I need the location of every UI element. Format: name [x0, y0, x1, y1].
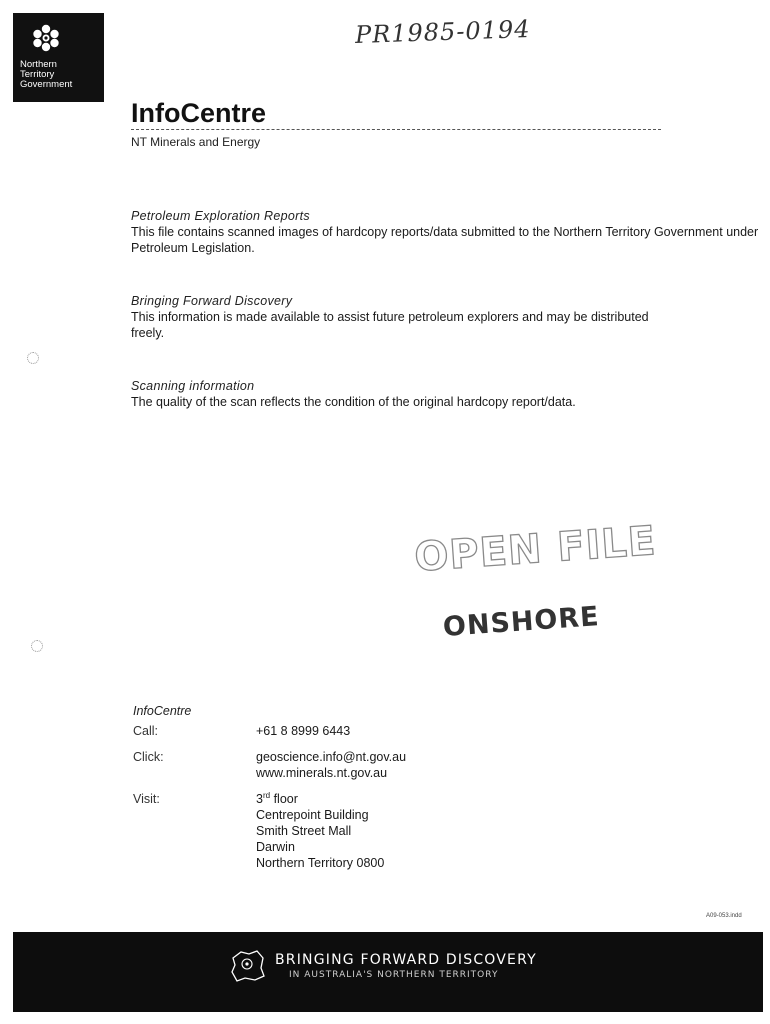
address-line: Centrepoint Building: [256, 808, 369, 822]
section-petroleum-reports: [131, 209, 761, 256]
title-divider: [131, 129, 661, 130]
section-body: The quality of the scan reflects the condition of the original hardcopy report/data.: [131, 395, 576, 409]
address-line: Darwin: [256, 840, 295, 854]
address-floor: [256, 791, 533, 807]
click-label: Click:: [133, 750, 164, 764]
section-bringing-forward: [131, 294, 761, 341]
floor-word: floor: [273, 792, 298, 806]
section-body: This file contains scanned images of hardcopy reports/data submitted to the Northern Territory Government under Petroleum Legislation.: [131, 225, 759, 255]
address-line: Northern Territory 0800: [256, 856, 385, 870]
banner-title: BRINGING FORWARD DISCOVERY: [275, 952, 537, 968]
section-scanning-info: [131, 379, 761, 410]
onshore-stamp: ONSHORE: [442, 601, 601, 643]
handwritten-reference: PR1985-0194: [354, 14, 531, 50]
contact-row-call: [133, 723, 533, 739]
logo-text: [20, 60, 72, 90]
contact-row-click: [133, 749, 533, 781]
footer-banner: [13, 932, 763, 1012]
logo-line: Northern: [20, 59, 57, 70]
contact-row-visit: [133, 791, 533, 871]
floor-number: 3: [256, 792, 263, 806]
contact-heading: InfoCentre: [133, 704, 192, 718]
page-subtitle: NT Minerals and Energy: [131, 135, 261, 149]
website-link[interactable]: www.minerals.nt.gov.au: [256, 766, 388, 780]
call-label: Call:: [133, 724, 159, 738]
section-heading: Bringing Forward Discovery: [131, 294, 293, 308]
document-code: A09-053.indd: [706, 913, 742, 919]
logo-line: Territory: [20, 69, 55, 80]
page-title: InfoCentre: [131, 98, 266, 128]
section-body: This information is made available to assist future petroleum explorers and may be distributed freely.: [131, 310, 649, 340]
floor-suffix: rd: [262, 790, 271, 800]
nt-map-emblem-icon: [227, 948, 267, 984]
email-link[interactable]: geoscience.info@nt.gov.au: [256, 750, 407, 764]
nt-government-logo: [13, 13, 104, 102]
section-heading: Scanning information: [131, 379, 255, 393]
scan-mark: [31, 640, 43, 652]
logo-line: Government: [20, 79, 73, 90]
visit-label: Visit:: [133, 792, 160, 806]
contact-block: [133, 704, 533, 881]
section-heading: Petroleum Exploration Reports: [131, 209, 310, 223]
phone-number: +61 8 8999 6443: [256, 724, 351, 738]
flower-emblem-icon: [31, 23, 61, 53]
scan-mark: [27, 352, 39, 364]
address-line: Smith Street Mall: [256, 824, 352, 838]
banner-subtitle: IN AUSTRALIA'S NORTHERN TERRITORY: [289, 970, 499, 980]
open-file-stamp: OPEN FILE: [413, 518, 658, 581]
